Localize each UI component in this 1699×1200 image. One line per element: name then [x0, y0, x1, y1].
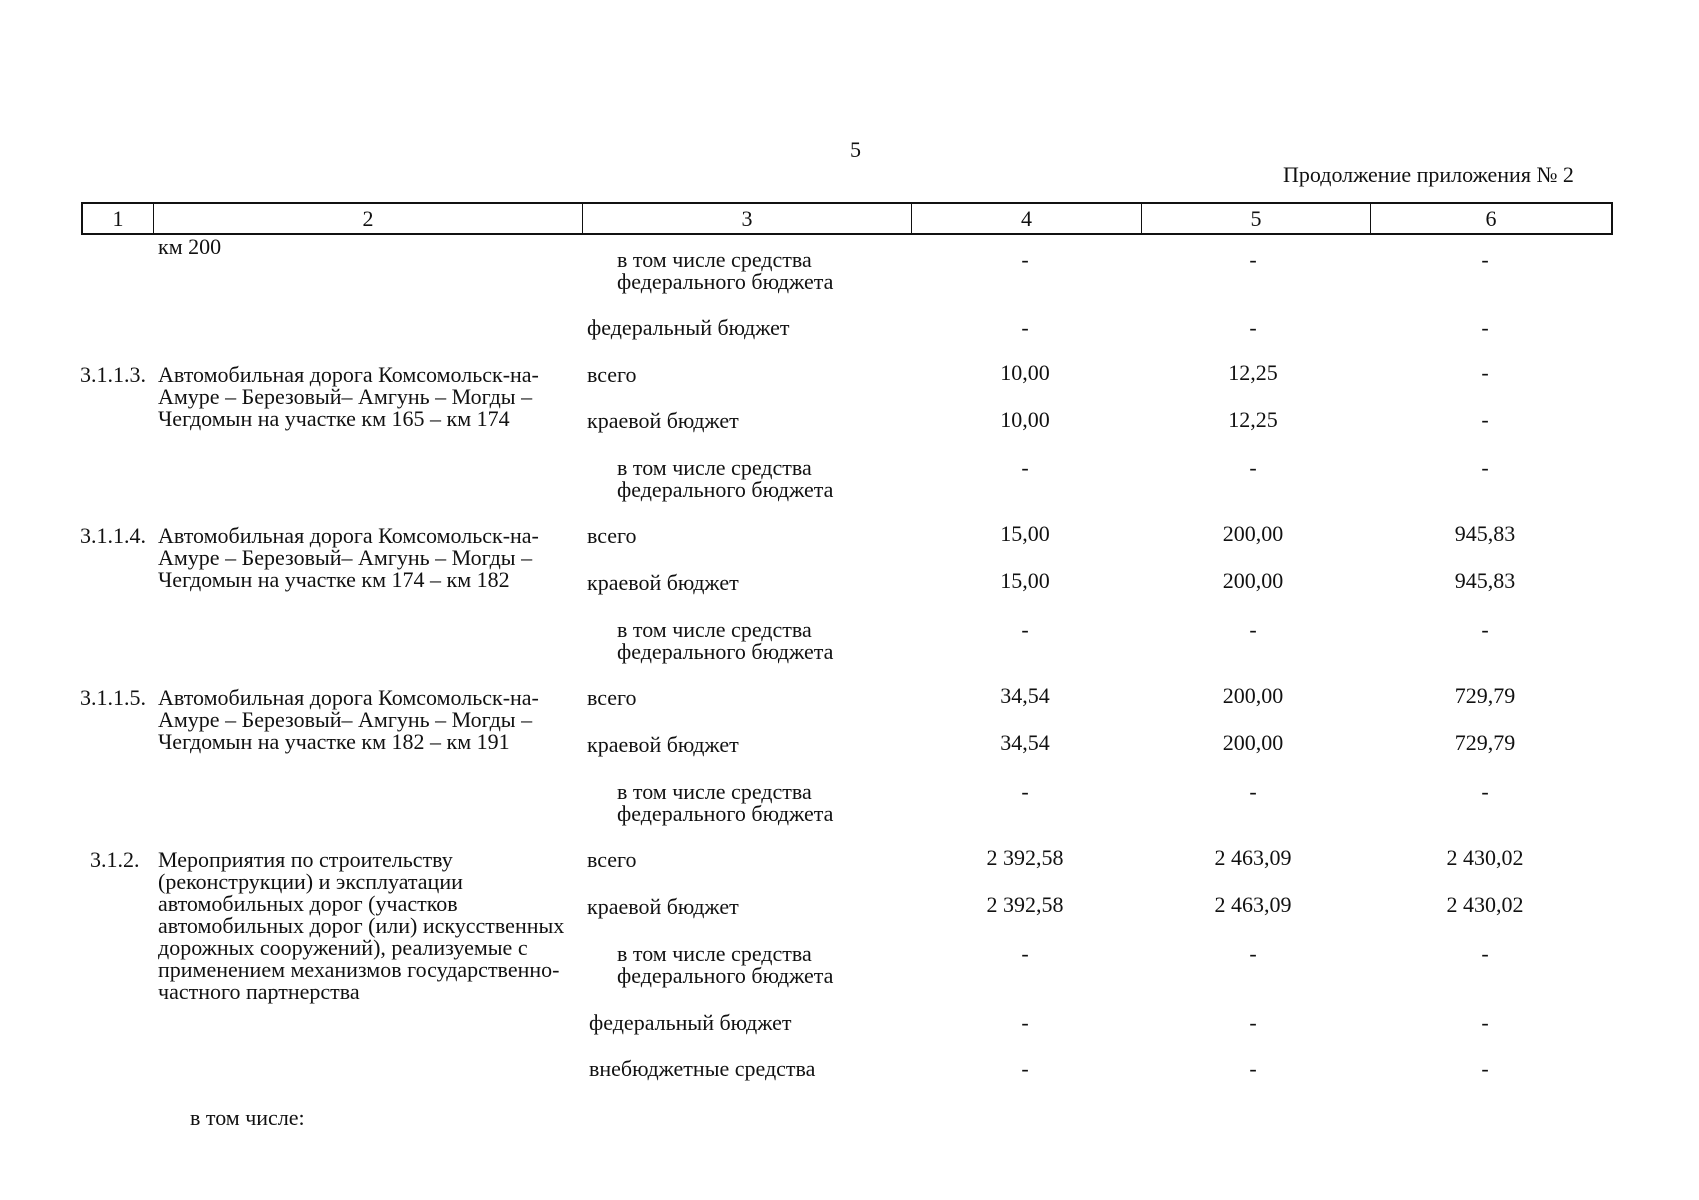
row-label: всего [587, 523, 637, 548]
cell-col5: 2 463,09 [1214, 845, 1292, 870]
cell-col6: - [1481, 247, 1489, 272]
cell-col5: - [1249, 315, 1257, 340]
continuation-caption: Продолжение приложения № 2 [1283, 162, 1574, 187]
cell-col5: - [1249, 941, 1257, 966]
cell-col6: - [1481, 407, 1489, 432]
row-label: всего [587, 685, 637, 710]
cell-col6: 729,79 [1454, 730, 1516, 755]
cell-col6: - [1481, 1010, 1489, 1035]
cell-col4: - [1021, 1056, 1029, 1081]
cell-col4: 15,00 [1000, 521, 1050, 546]
cell-col6: 2 430,02 [1446, 892, 1524, 917]
cell-col4: 15,00 [1000, 568, 1050, 593]
cell-col4: - [1021, 779, 1029, 804]
cell-col4: 34,54 [1000, 730, 1050, 755]
item-number: 3.1.1.4. [80, 523, 146, 548]
row-label: в том числе средства федерального бюджета [617, 617, 834, 664]
cell-col5: 200,00 [1222, 568, 1284, 593]
header-col-6: 6 [1370, 204, 1611, 233]
cell-col6: - [1481, 315, 1489, 340]
cell-col5: 12,25 [1228, 360, 1278, 385]
cell-col6: - [1481, 617, 1489, 642]
header-col-2: 2 [153, 204, 582, 233]
row-label: всего [587, 847, 637, 872]
cell-col5: 12,25 [1228, 407, 1278, 432]
row-label: краевой бюджет [587, 408, 739, 433]
row-label: краевой бюджет [587, 894, 739, 919]
cell-col5: - [1249, 455, 1257, 480]
cell-col4: - [1021, 617, 1029, 642]
cell-col6: - [1481, 455, 1489, 480]
cell-col4: 10,00 [1000, 407, 1050, 432]
header-col-1: 1 [112, 205, 124, 231]
cell-col5: - [1249, 1056, 1257, 1081]
cell-col6: 2 430,02 [1446, 845, 1524, 870]
row-label: внебюджетные средства [589, 1056, 816, 1081]
row-label: краевой бюджет [587, 732, 739, 757]
cell-col6: - [1481, 360, 1489, 385]
cell-col5: - [1249, 247, 1257, 272]
item-name: Автомобильная дорога Комсомольск-на-Амуре – Березовый– Амгунь – Могды – Чегдомын на участке км 165 – км 174 [158, 362, 539, 431]
including-note: в том числе: [190, 1105, 305, 1130]
row-label: федеральный бюджет [587, 315, 790, 340]
item-number: 3.1.2. [90, 847, 140, 872]
item-name: Автомобильная дорога Комсомольск-на-Амуре – Березовый– Амгунь – Могды – Чегдомын на участке км 174 – км 182 [158, 523, 539, 592]
item-number: 3.1.1.3. [80, 362, 146, 387]
cell-col5: 200,00 [1222, 730, 1284, 755]
cell-col5: - [1249, 1010, 1257, 1035]
cell-col5: - [1249, 617, 1257, 642]
row-label: всего [587, 362, 637, 387]
cell-col5: - [1249, 779, 1257, 804]
header-col-4: 4 [911, 204, 1141, 233]
row-label: в том числе средства федерального бюджета [617, 941, 834, 988]
cell-col6: 729,79 [1454, 683, 1516, 708]
cell-col4: 2 392,58 [986, 845, 1064, 870]
row-label: в том числе средства федерального бюджета [617, 247, 834, 294]
cell-col4: 10,00 [1000, 360, 1050, 385]
header-col-3: 3 [582, 204, 911, 233]
cell-col6: 945,83 [1454, 521, 1516, 546]
cell-col6: - [1481, 1056, 1489, 1081]
row-label: в том числе средства федерального бюджета [617, 455, 834, 502]
table-header-row [81, 202, 1613, 235]
cell-col5: 2 463,09 [1214, 892, 1292, 917]
row-label: в том числе средства федерального бюджета [617, 779, 834, 826]
cell-col6: - [1481, 779, 1489, 804]
row-label: краевой бюджет [587, 570, 739, 595]
cell-col4: 34,54 [1000, 683, 1050, 708]
cell-col5: 200,00 [1222, 683, 1284, 708]
cell-col4: - [1021, 315, 1029, 340]
cell-col6: 945,83 [1454, 568, 1516, 593]
cell-col4: 2 392,58 [986, 892, 1064, 917]
cell-col4: - [1021, 1010, 1029, 1035]
item-number: 3.1.1.5. [80, 685, 146, 710]
cell-col4: - [1021, 455, 1029, 480]
cell-col4: - [1021, 941, 1029, 966]
item-name: Автомобильная дорога Комсомольск-на-Амуре – Березовый– Амгунь – Могды – Чегдомын на участке км 182 – км 191 [158, 685, 539, 754]
page-number: 5 [850, 137, 861, 162]
item-name-tail: км 200 [158, 234, 222, 259]
header-col-5: 5 [1141, 204, 1370, 233]
cell-col6: - [1481, 941, 1489, 966]
row-label: федеральный бюджет [589, 1010, 792, 1035]
cell-col4: - [1021, 247, 1029, 272]
item-name: Мероприятия по строительству (реконструкции) и эксплуатации автомобильных дорог (участков автомобильных дорог (или) искусственных дорожных сооружений), реализуемые с применением механизмов государственно-частного партнерства [158, 847, 565, 1004]
cell-col5: 200,00 [1222, 521, 1284, 546]
